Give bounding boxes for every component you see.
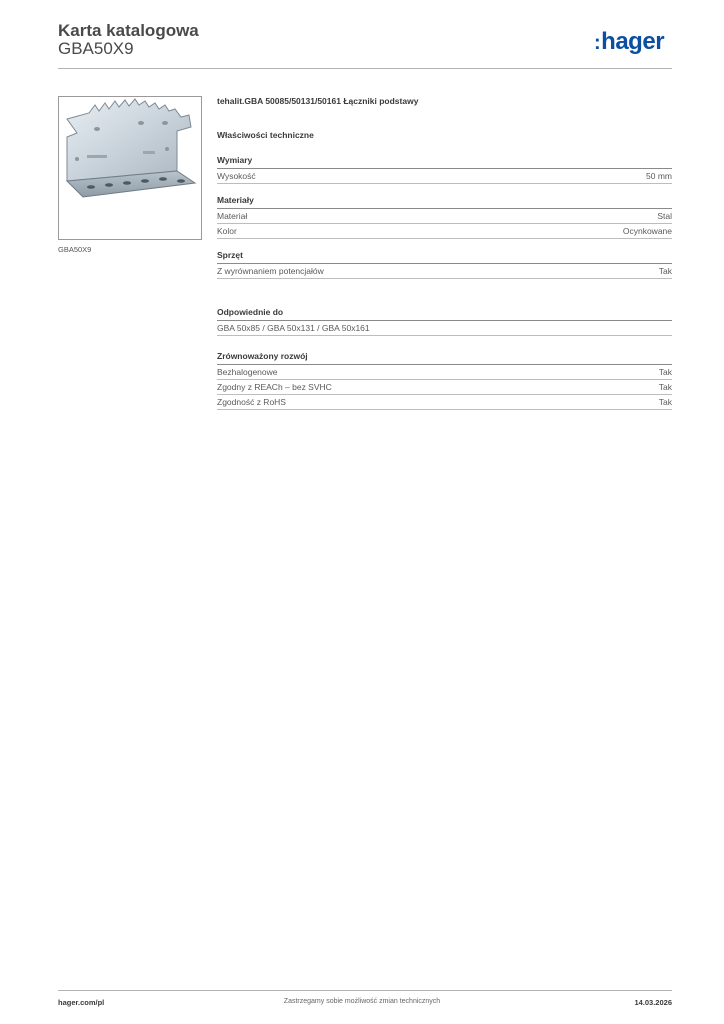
- spec-row: [217, 395, 672, 410]
- section-materials: [217, 194, 672, 239]
- footer-website-link[interactable]: hager.com/pl: [58, 998, 105, 1007]
- spec-label: Zgodny z REACh – bez SVHC: [217, 382, 332, 392]
- product-code: GBA50X9: [58, 39, 134, 58]
- image-caption: GBA50X9: [58, 245, 92, 254]
- spec-label: Wysokość: [217, 171, 256, 181]
- spec-value: 50 mm: [646, 171, 672, 181]
- spec-row: [217, 365, 672, 380]
- spec-row: [217, 321, 672, 336]
- spec-row: [217, 224, 672, 239]
- spec-label: Kolor: [217, 226, 237, 236]
- footer-disclaimer: Zastrzegamy sobie możliwość zmian technicznych: [283, 998, 441, 1005]
- section-title: Sprzęt: [217, 249, 672, 264]
- spec-value: Tak: [658, 266, 672, 276]
- spec-value: Tak: [658, 367, 672, 377]
- footer-date: 14.03.2026: [634, 998, 672, 1007]
- header-divider: [58, 68, 672, 69]
- logo-text: hager: [601, 28, 665, 55]
- logo-mark-icon: :: [594, 32, 601, 54]
- section-dimensions: [217, 154, 672, 184]
- section-equipment: [217, 249, 672, 279]
- hager-logo: [594, 28, 664, 56]
- section-title: Zrównoważony rozwój: [217, 350, 672, 365]
- spec-row: [217, 169, 672, 184]
- spec-label: GBA 50x85 / GBA 50x131 / GBA 50x161: [217, 323, 370, 333]
- properties-heading: Właściwości techniczne: [217, 130, 314, 140]
- spec-row: [217, 209, 672, 224]
- section-title: Wymiary: [217, 154, 672, 169]
- section-suitable-for: [217, 306, 672, 336]
- page-title: Karta katalogowa: [58, 21, 199, 40]
- spec-label: Bezhalogenowe: [217, 367, 278, 377]
- section-title: Materiały: [217, 194, 672, 209]
- product-image: [58, 96, 202, 240]
- spec-label: Zgodność z RoHS: [217, 397, 286, 407]
- section-sustainability: [217, 350, 672, 410]
- spec-value: Stal: [657, 211, 672, 221]
- spec-row: [217, 380, 672, 395]
- section-title: Odpowiednie do: [217, 306, 672, 321]
- product-title: tehalit.GBA 50085/50131/50161 Łączniki podstawy: [217, 96, 419, 106]
- footer-divider: [58, 990, 672, 991]
- spec-label: Z wyrównaniem potencjałów: [217, 266, 324, 276]
- spec-row: [217, 264, 672, 279]
- spec-value: Ocynkowane: [622, 226, 672, 236]
- bracket-icon: [59, 97, 201, 239]
- spec-value: Tak: [658, 382, 672, 392]
- spec-label: Materiał: [217, 211, 248, 221]
- spec-value: Tak: [658, 397, 672, 407]
- spec-content: [217, 92, 672, 410]
